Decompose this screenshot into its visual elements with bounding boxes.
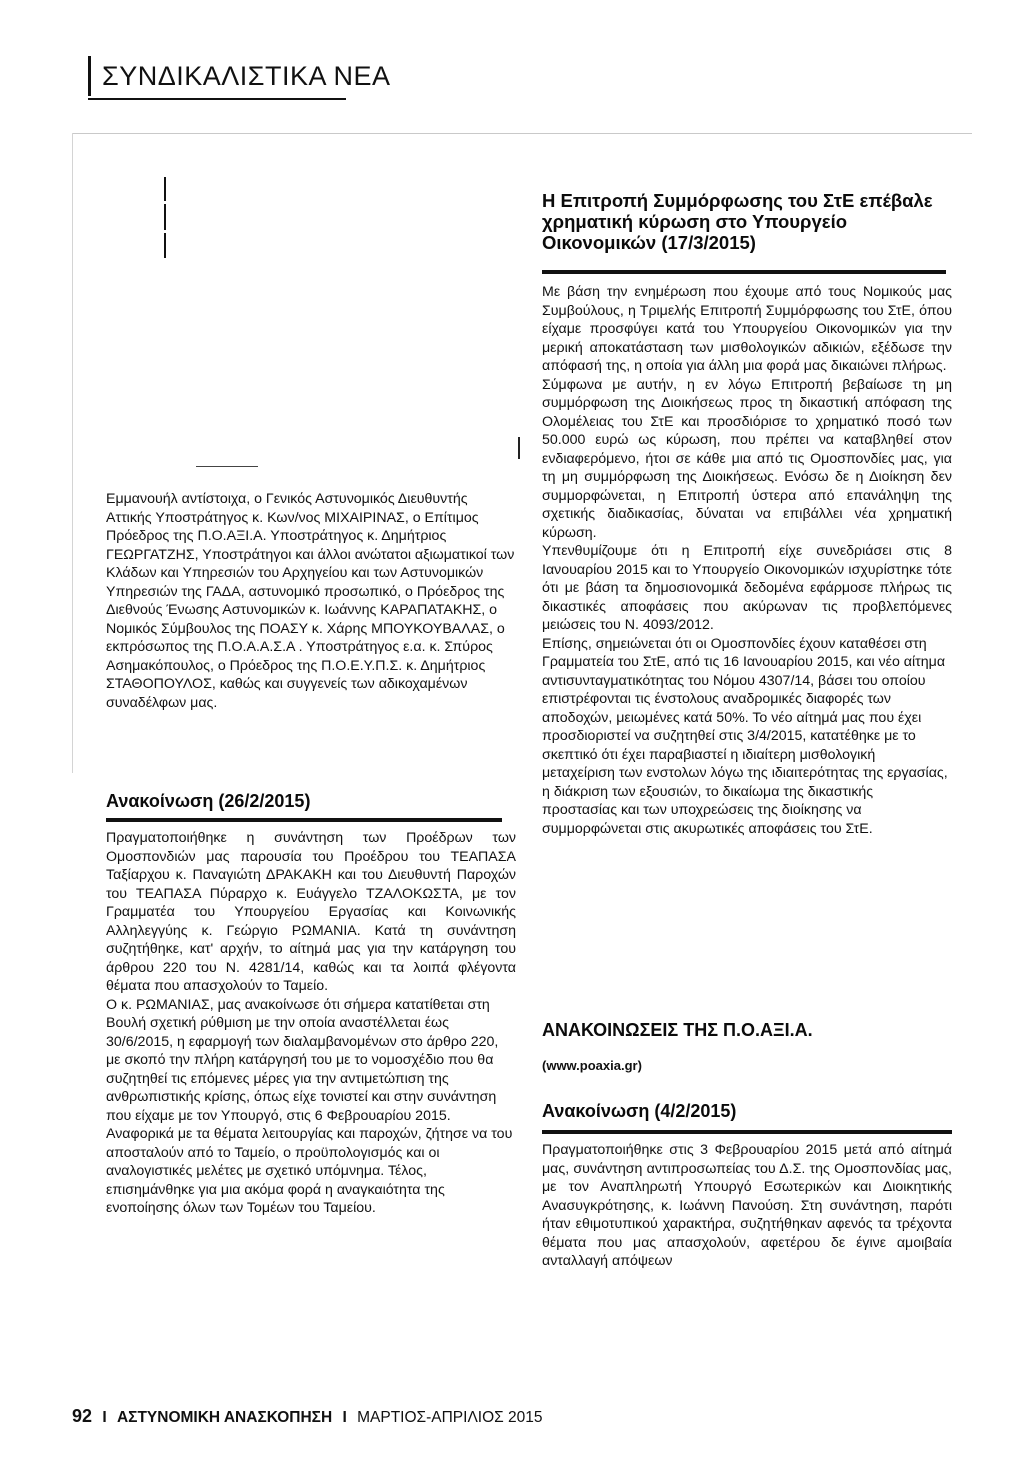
announcement-body <box>106 829 516 1218</box>
heading-rule <box>542 1130 952 1134</box>
photo-mark <box>164 204 166 230</box>
paragraph: Εμμανουήλ αντίστοιχα, ο Γενικός Αστυνομικός Διευθυντής Αττικής Υποστράτηγος κ. Κων/νος ΜΙΧΑΙΡΙΝΑΣ, ο Επίτιμος Πρόεδρος της Π.Ο.ΑΞΙ.Α. Υποστράτηγος κ. Δημήτριος ΓΕΩΡΓΑΤΖΗΣ, Υποστράτηγοι και άλλοι ανώτατοι αξιωματικοί των Κλάδων και Υπηρεσιών του Αρχηγείου και των Αστυνομικών Υπηρεσιών της ΓΑΔΑ, αστυνομικό προσωπικό, ο Πρόεδρος της Διεθνούς Ένωσης Αστυνομικών κ. Ιωάννης ΚΑΡΑΠΑΤΑΚΗΣ, ο Νομικός Σύμβουλος της ΠΟΑΣΥ κ. Χάρης ΜΠΟΥΚΟΥΒΑΛΑΣ, ο εκπρόσωπος της Π.Ο.Α.Α.Σ.Α . Υποστράτηγος ε.α. κ. Σπύρος Ασημακόπουλος, ο Πρόεδρος της Π.Ο.Ε.Υ.Π.Σ. κ. Δημήτριος ΣΤΑΘΟΠΟΥΛΟΣ, καθώς και συγγενείς των αδικοχαμένων συναδέλφων μας. <box>106 491 515 711</box>
left-intro-text <box>106 490 516 712</box>
magazine-title: ΑΣΤΥΝΟΜΙΚΗ ΑΝΑΣΚΟΠΗΣΗ <box>116 1409 333 1426</box>
page-number: 92 <box>72 1406 93 1426</box>
footer-separator: I <box>102 1409 107 1426</box>
heading-rule <box>542 270 946 274</box>
issue-label: ΜΑΡΤΙΟΣ-ΑΠΡΙΛΙΟΣ 2015 <box>357 1409 543 1426</box>
page-footer <box>72 1406 543 1427</box>
photo-mark <box>164 177 166 201</box>
photo-frame-left-border <box>72 133 73 773</box>
photo-frame-top-border <box>72 133 972 134</box>
photo-mark <box>164 233 166 258</box>
footer-separator: I <box>342 1409 347 1426</box>
announcement-heading: Ανακοίνωση (4/2/2015) <box>542 1101 737 1121</box>
paragraph: Πραγματοποιήθηκε η συνάντηση των Προέδρων των Ομοσπονδιών μας παρουσία του Προέδρου του ΤΕΑΠΑΣΑ Ταξίαρχου κ. Παναγιώτη ΔΡΑΚΑΚΗ και του Διευθυντή Παροχών του ΤΕΑΠΑΣΑ Πύραρχο κ. Ευάγγελο ΤΖΑΛΟΚΩΣΤΑ, με τον Γραμματέα του Υπουργείου Εργασίας και Κοινωνικής Αλληλεγγύης κ. Γεώργιο ΡΩΜΑΝΙΑ. Κατά τη συνάντηση συζητήθηκε, κατ' αρχήν, το αίτημά μας για την κατάργηση του άρθρου 220 του Ν. 4281/14, καθώς και τα λοιπά φλέγοντα θέματα που απασχολούν το Ταμείο. <box>106 830 516 994</box>
announcements-section-title: ΑΝΑΚΟΙΝΩΣΕΙΣ ΤΗΣ Π.Ο.ΑΞΙ.Α. <box>542 1020 813 1040</box>
article-title: Η Επιτροπή Συμμόρφωσης του ΣτΕ επέβαλε χρηματική κύρωση στο Υπουργείο Οικονομικών (17/3/2015) <box>542 190 933 253</box>
announcement-heading: Ανακοίνωση (26/2/2015) <box>106 791 311 811</box>
paragraph: Επίσης, σημειώνεται ότι οι Ομοσπονδίες έχουν καταθέσει στη Γραμματεία του ΣτΕ, από τις 16 Ιανουαρίου 2015, και νέο αίτημα αντισυνταγματικότητας του Νόμου 4307/14, βάσει του οποίου επιστρέφονται τις ένστολους αναδρομικές διαφορές των αποδοχών, μειωμένες κατά 50%. Το νέο αίτημά μας που έχει προσδιοριστεί να συζητηθεί στις 3/4/2015, κατατέθηκε με το σκεπτικό ότι έχει παραβιαστεί η ιδιαίτερη μισθολογική μεταχείριση των ενστολων λόγω της ιδιαιτερότητας της εργασίας, η διάκριση των εξουσιών, το δικαίωμα της δικαστικής προστασίας και των υποχρεώσεις της διοίκησης να συμμορφώνεται στις ακυρωτικές αποφάσεις του ΣτΕ. <box>542 635 948 837</box>
announcement-body <box>542 1141 952 1271</box>
heading-rule <box>106 818 502 822</box>
paragraph: Πραγματοποιήθηκε στις 3 Φεβρουαρίου 2015 μετά από αίτημά μας, συνάντηση αντιπροσωπείας του Δ.Σ. της Ομοσπονδίας μας, με τον Αναπληρωτή Υπουργό Εσωτερικών και Διοικητικής Ανασυγκρότησης, κ. Ιωάννη Πανούση. Στη συνάντηση, παρότι ήταν εθιμοτυπικού χαρακτήρα, συζητήθηκαν αφενός τα τρέχοντα θέματα που μας απασχολούν, αφετέρου δε έγινε αμοιβαία ανταλλαγή απόψεων <box>542 1142 952 1269</box>
section-header <box>88 56 491 96</box>
paragraph: Σύμφωνα με αυτήν, η εν λόγω Επιτροπή βεβαίωσε τη μη συμμόρφωση της Διοικήσεως προς τη δικαστική απόφαση της Ολομέλειας του ΣτΕ και προσδιόρισε το χρηματικό ποσό των 50.000 ευρώ ως κύρωση, που πρέπει να καταβληθεί στον ενδιαφερόμενο, ήτοι σε κάθε μια από τις Ομοσπονδίες μας, για τη μη συμμόρφωση της Διοικήσεως. Ενόσω δε η Διοίκηση δεν συμμορφώνεται, η Επιτροπή ύστερα από επανάληψη της σχετικής διαδικασίας, δύναται να επιβάλλει νέα χρηματική κύρωση. <box>542 376 952 541</box>
header-underline <box>88 98 346 100</box>
paragraph: Ο κ. ΡΩΜΑΝΙΑΣ, μας ανακοίνωσε ότι σήμερα κατατίθεται στη Βουλή σχετική ρύθμιση με την οποία αναστέλλεται έως 30/6/2015, η εφαρμογή των διαλαμβανομένων στο άρθρο 220, με σκοπό την πλήρη κατάργησή του με το νομοσχέδιο που θα συζητηθεί τις επόμενες μέρες για την αντιμετώπιση της ανθρωπιστικής κρίσης, όπως είχε τονιστεί και στην συνάντηση που είχαμε με τον Υπουργό, στις 6 Φεβρουαρίου 2015. Αναφορικά με τα θέματα λειτουργίας και παροχών, ζήτησε να του αποσταλούν από το Ταμείο, ο προϋπολογισμός και οι αναλογιστικές μελέτες με σχετικό υπόμνημα. Τέλος, επισημάνθηκε για μια ακόμα φορά η αναγκαιότητα της ενοποίησης όλων των Τομέων του Ταμείου. <box>106 996 513 1216</box>
website-url: (www.poaxia.gr) <box>542 1058 642 1073</box>
section-title: ΣΥΝΔΙΚΑΛΙΣΤΙΚΑ ΝΕΑ <box>102 61 391 91</box>
divider <box>196 466 258 467</box>
article-body <box>542 283 952 838</box>
paragraph: Με βάση την ενημέρωση που έχουμε από τους Νομικούς μας Συμβούλους, η Τριμελής Επιτροπή Συμμόρφωσης του ΣτΕ, όπου είχαμε προσφύγει κατά του Υπουργείου Οικονομικών για την μερική αποκατάσταση των μισθολογικών αδικιών, εξέδωσε την απόφασή της, η οποία για άλλη μια φορά μας δικαιώνει πλήρως. <box>542 284 952 374</box>
paragraph: Υπενθυμίζουμε ότι η Επιτροπή είχε συνεδριάσει στις 8 Ιανουαρίου 2015 και το Υπουργείο Οικονομικών ισχυρίστηκε τότε ότι με βάση τα δημοσιονομικά δεδομένα εφάρμοσε πλήρως τις δικαστικές αποφάσεις που ακύρωναν τις προβλεπόμενες μειώσεις του Ν. 4093/2012. <box>542 543 952 633</box>
divider <box>518 437 520 459</box>
